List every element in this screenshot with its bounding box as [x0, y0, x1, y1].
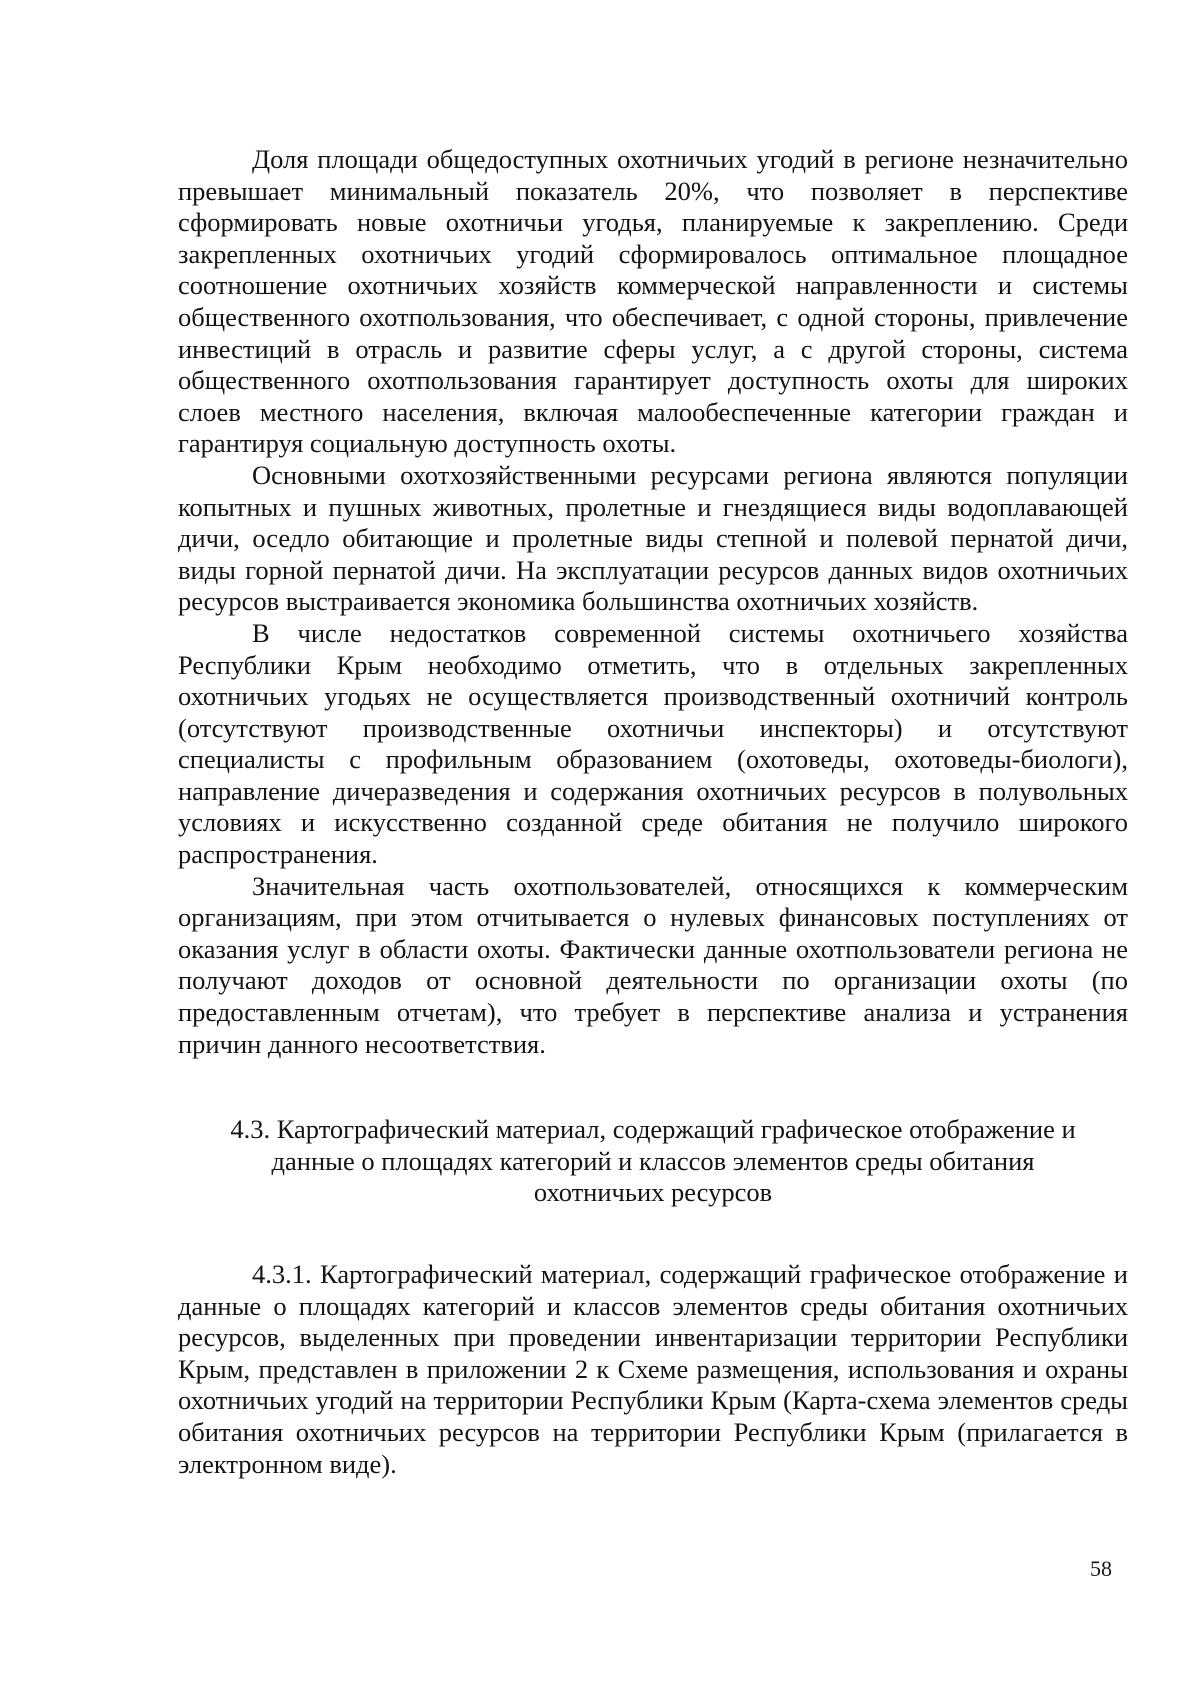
paragraph-public-hunting-grounds: Доля площади общедоступных охотничьих угодий в регионе незначительно превышает минимальный показатель 20%, что позволяет в перспективе сформировать новые охотничьи угодья, планируемые к закреплению. Среди закрепленных охотничьих угодий сформировалось оптимальное площадное соотношение охотничьих хозяйств коммерческой направленности и системы общественного охотпользования, что обеспечивает, с одной стороны, привлечение инвестиций в отрасль и развитие сферы услуг, а с другой стороны, система общественного охотпользования гарантирует доступность охоты для широких слоев местного населения, включая малообеспеченные категории граждан и гарантируя социальную доступность охоты.	[178, 144, 1128, 459]
section-heading-line: данные о площадях категорий и классов элементов среды обитания	[271, 1145, 1035, 1176]
section-heading-line: 4.3. Картографический материал, содержащий графическое отображение и	[230, 1114, 1076, 1145]
page-number: 58	[1090, 1556, 1112, 1581]
paragraph-subsection-4-3-1: 4.3.1. Картографический материал, содержащий графическое отображение и данные о площадях категорий и классов элементов среды обитания охотничьих ресурсов, выделенных при проведении инвентаризации территории Республики Крым, представлен в приложении 2 к Схеме размещения, использования и охраны охотничьих угодий на территории Республики Крым (Карта-схема элементов среды обитания охотничьих ресурсов на территории Республики Крым (прилагается в электронном виде).	[178, 1259, 1128, 1479]
paragraph-commercial-users: Значительная часть охотпользователей, относящихся к коммерческим организациям, при этом отчитывается о нулевых финансовых поступлениях от оказания услуг в области охоты. Фактически данные охотпользователи региона не получают доходов от основной деятельности по организации охоты (по предоставленным отчетам), что требует в перспективе анализа и устранения причин данного несоответствия.	[178, 870, 1128, 1059]
section-heading-line: охотничьих ресурсов	[533, 1177, 773, 1208]
paragraph-shortcomings: В числе недостатков современной системы охотничьего хозяйства Республики Крым необходимо отметить, что в отдельных закрепленных охотничьих угодьях не осуществляется производственный охотничий контроль (отсутствуют производственные охотничьи инспекторы) и отсутствуют специалисты с профильным образованием (охотоведы, охотоведы-биологи), направление дичеразведения и содержания охотничьих ресурсов в полувольных условиях и искусственно созданной среде обитания не получило широкого распространения.	[178, 617, 1128, 870]
paragraph-main-resources: Основными охотхозяйственными ресурсами региона являются популяции копытных и пушных животных, пролетные и гнездящиеся виды водоплавающей дичи, оседло обитающие и пролетные виды степной и полевой пернатой дичи, виды горной пернатой дичи. На эксплуатации ресурсов данных видов охотничьих ресурсов выстраивается экономика большинства охотничьих хозяйств.	[178, 459, 1128, 617]
section-heading-4-3	[178, 1114, 1128, 1209]
document-body	[178, 144, 1128, 1480]
